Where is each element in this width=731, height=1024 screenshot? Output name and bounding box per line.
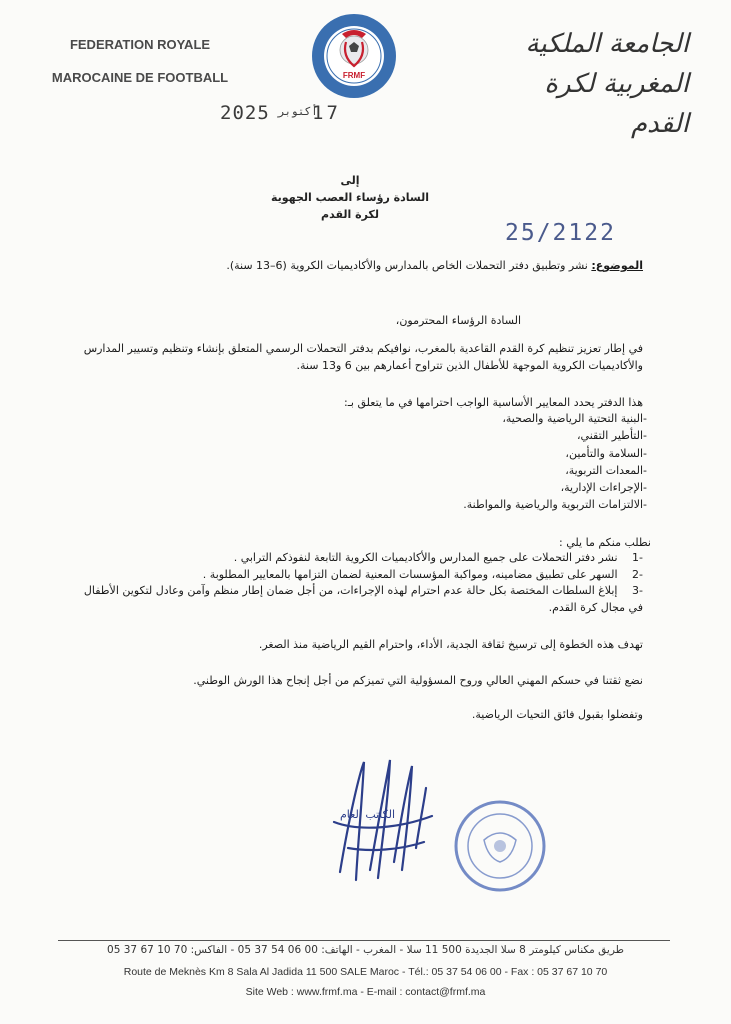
addressee-line2: السادة رؤساء العصب الجهوية <box>271 191 429 204</box>
subject-text: نشر وتطبيق دفتر التحملات الخاص بالمدارس والأكاديميات الكروية (6–13 سنة). <box>226 259 588 272</box>
list-item <box>83 550 643 567</box>
subject-label: الموضوع: <box>591 259 643 272</box>
date-year: 2025 <box>220 102 270 124</box>
footer-french-address: Route de Meknès Km 8 Sala Al Jadida 11 500 SALE Maroc - Tél.: 05 37 54 06 00 - Fax : 05 37 67 10 70 <box>123 966 608 978</box>
logo-frmf-text: FRMF <box>342 71 366 80</box>
addressee-line1: إلى <box>340 174 360 187</box>
list-item: -الالتزامات التربوية والرياضية والمواطنة. <box>463 498 647 512</box>
request-text: السهر على تطبيق مضامينه، ومواكبة المؤسسات المعنية لضمان التزامها بالمعايير المطلوبة . <box>202 567 618 581</box>
requests-list <box>83 550 643 616</box>
request-text: نشر دفتر التحملات على جميع المدارس والأكاديميات الكروية التابعة لنفوذكم الترابي . <box>233 551 618 564</box>
intro-paragraph: في إطار تعزيز تنظيم كرة القدم القاعدية بالمغرب، نوافيكم بدفتر التحملات الرسمي المتعلق بإنشاء وتنظيم وتسيير المدارس والأكاديميات الكروية الموجهة للأطفال الذين تتراوح أعمارهم بين 6 و13 سنة. <box>83 342 643 372</box>
footer-web-email: Site Web : www.frmf.ma - E-mail : contact@frmf.ma <box>245 986 486 998</box>
signatory-title: الكاتب العام <box>340 808 396 821</box>
list-item: -البنية التحتية الرياضية والصحية، <box>502 412 647 425</box>
french-name-line2: MAROCAINE DE FOOTBALL <box>51 70 229 85</box>
arabic-federation-name <box>479 24 689 144</box>
french-name-line1: FEDERATION ROYALE <box>69 37 211 52</box>
list-item: -السلامة والتأمين، <box>565 446 647 460</box>
list-item: -الإجراءات الإدارية، <box>560 481 647 495</box>
date-day: 17 <box>312 102 341 124</box>
criteria-intro: هذا الدفتر يحدد المعايير الأساسية الواجب احترامها في ما يتعلق بـ: <box>344 396 643 409</box>
trust-paragraph: نضع ثقتنا في حسكم المهني العالي وروح المسؤولية التي تميزكم من أجل إنجاح هذا الورش الوطني. <box>193 674 643 687</box>
official-stamp <box>440 796 560 896</box>
date-stamp <box>212 96 342 132</box>
list-item <box>83 583 643 616</box>
list-item <box>83 567 643 584</box>
list-item: -التأطير التقني، <box>576 429 647 443</box>
addressee-line3: لكرة القدم <box>321 208 379 221</box>
aim-paragraph: تهدف هذه الخطوة إلى ترسيخ ثقافة الجدية، الأداء، واحترام القيم الرياضية منذ الصغر. <box>258 638 643 651</box>
date-month: أكتوبر <box>278 105 318 118</box>
footer-arabic-address: طريق مكناس كيلومتر 8 سلا الجديدة 500 11 سلا - المغرب - الهاتف: 00 06 54 37 05 - الفاكس: 70 10 67 37 05 <box>107 944 624 956</box>
french-federation-name <box>40 28 240 94</box>
frmf-logo <box>306 12 402 104</box>
greeting: السادة الرؤساء المحترمون، <box>395 314 521 327</box>
closing-line: وتفضلوا بقبول فائق التحيات الرياضية. <box>471 708 643 721</box>
addressee-block <box>250 172 450 223</box>
footer-divider <box>58 940 670 941</box>
request-number: -1 <box>632 551 643 564</box>
request-number: -3 <box>632 584 643 597</box>
request-text: إبلاغ السلطات المختصة بكل حالة عدم احترام لهذه الإجراءات، من أجل ضمان إطار منظم وآمن وعادل لتكوين الأطفال في مجال كرة القدم. <box>83 584 643 614</box>
criteria-list <box>147 410 647 514</box>
request-number: -2 <box>632 567 643 581</box>
requests-intro: نطلب منكم ما يلي : <box>559 536 651 549</box>
arabic-name-line2: المغربية لكرة القدم <box>544 69 689 139</box>
arabic-name-line1: الجامعة الملكية <box>525 29 689 59</box>
reference-number: 25/2122 <box>505 220 616 246</box>
subject-line <box>123 258 643 274</box>
list-item: -المعدات التربوية، <box>565 463 647 477</box>
